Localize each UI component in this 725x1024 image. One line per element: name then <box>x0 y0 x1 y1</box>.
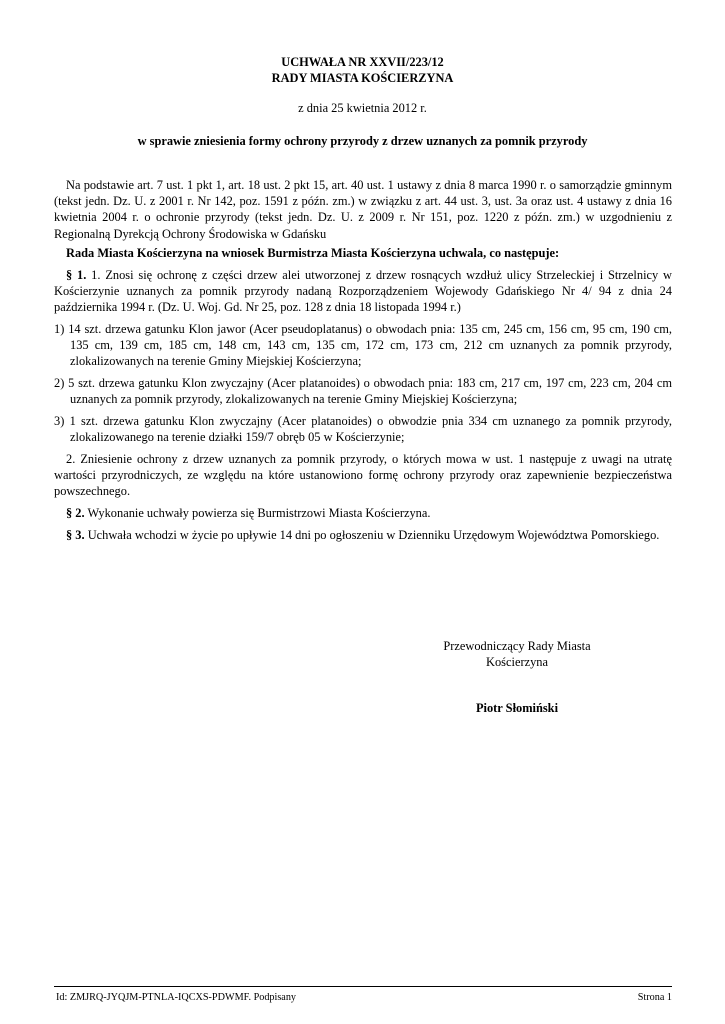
paragraph-1-label: § 1. <box>66 268 87 282</box>
signatory-role-line1: Przewodniczący Rady Miasta <box>443 639 591 653</box>
paragraph-1-point-2: 2. Zniesienie ochrony z drzew uznanych za pomnik przyrody, o których mowa w ust. 1 następuje z uwagi na utratę wartości przyrodniczych, ze względu na które ustanowiono formę ochrony przyrody oraz zapewnienie bezpieczeństwa powszechnego. <box>54 452 672 499</box>
signatory-role-line2: Kościerzyna <box>486 655 548 669</box>
preamble: Na podstawie art. 7 ust. 1 pkt 1, art. 18 ust. 2 pkt 15, art. 40 ust. 1 ustawy z dnia 8 marca 1990 r. o samorządzie gminnym (tekst jedn. Dz. U. z 2001 r. Nr 142, poz. 1591 z późn. zm.) w związku z art. 44 ust. 3, ust. 3a oraz ust. 4 ustawy z dnia 16 kwietnia 2004 r. o ochronie przyrody (tekst jedn. Dz. U. z 2009 r. Nr 151, poz. 1220 z późn. zm.) w uzgodnieniu z Regionalną Dyrekcją Ochrony Środowiska w Gdańsku <box>54 178 672 241</box>
council-name: RADY MIASTA KOŚCIERZYNA <box>271 71 454 85</box>
resolution-date: z dnia 25 kwietnia 2012 r. <box>298 101 427 115</box>
list-item-1: 1) 14 szt. drzewa gatunku Klon jawor (Acer pseudoplatanus) o obwodach pnia: 135 cm, 245 cm, 156 cm, 95 cm, 190 cm, 135 cm, 139 cm, 185 cm, 148 cm, 143 cm, 135 cm, 172 cm, 173 cm, 212 cm uznanych za pomnik przyrody, zlokalizowanych na terenie Gminy Miejskiej Kościerzyna; <box>54 322 672 369</box>
page-number: Strona 1 <box>637 992 672 1003</box>
list-item-2: 2) 5 szt. drzewa gatunku Klon zwyczajny (Acer platanoides) o obwodach pnia: 183 cm, 217 cm, 197 cm, 223 cm, 204 cm uznanych za pomnik przyrody, zlokalizowanych na terenie Gminy Miejskiej Kościerzyna; <box>54 376 672 407</box>
footer-divider <box>54 986 672 987</box>
resolution-subject: w sprawie zniesienia formy ochrony przyrody z drzew uznanych za pomnik przyrody <box>137 134 588 148</box>
paragraph-2-label: § 2. <box>66 506 85 520</box>
resolution-number: UCHWAŁA NR XXVII/223/12 <box>281 55 444 69</box>
paragraph-3 <box>54 527 672 543</box>
list-item-3: 3) 1 szt. drzewa gatunku Klon zwyczajny (Acer platanoides) o obwodzie pnia 334 cm uznanego za pomnik przyrody, zlokalizowanego na terenie działki 159/7 obręb 05 w Kościerzynie; <box>54 414 672 445</box>
document-id: Id: ZMJRQ-JYQJM-PTNLA-IQCXS-PDWMF. Podpisany <box>56 992 297 1003</box>
paragraph-1 <box>54 267 672 316</box>
paragraph-2-text: Wykonanie uchwały powierza się Burmistrzowi Miasta Kościerzyna. <box>84 506 431 520</box>
paragraph-2 <box>54 505 672 521</box>
paragraph-3-label: § 3. <box>66 528 85 542</box>
signatory-name: Piotr Słomiński <box>475 701 559 715</box>
paragraph-1-text: 1. Znosi się ochronę z części drzew alei utworzonej z drzew rosnących wzdłuż ulicy Strzeleckiej i Strzelnicy w Kościerzynie uznanych za pomnik przyrody nadaną Rozporządzeniem Wojewody Gdańskiego Nr 4/ 94 z dnia 24 października 1994 r. (Dz. U. Woj. Gd. Nr 25, poz. 128 z dnia 18 listopada 1994 r.) <box>54 268 672 315</box>
resolves-clause: Rada Miasta Kościerzyna na wniosek Burmistrza Miasta Kościerzyna uchwala, co następuje: <box>66 246 560 260</box>
paragraph-3-text: Uchwała wchodzi w życie po upływie 14 dni po ogłoszeniu w Dzienniku Urzędowym Województwa Pomorskiego. <box>84 528 660 542</box>
